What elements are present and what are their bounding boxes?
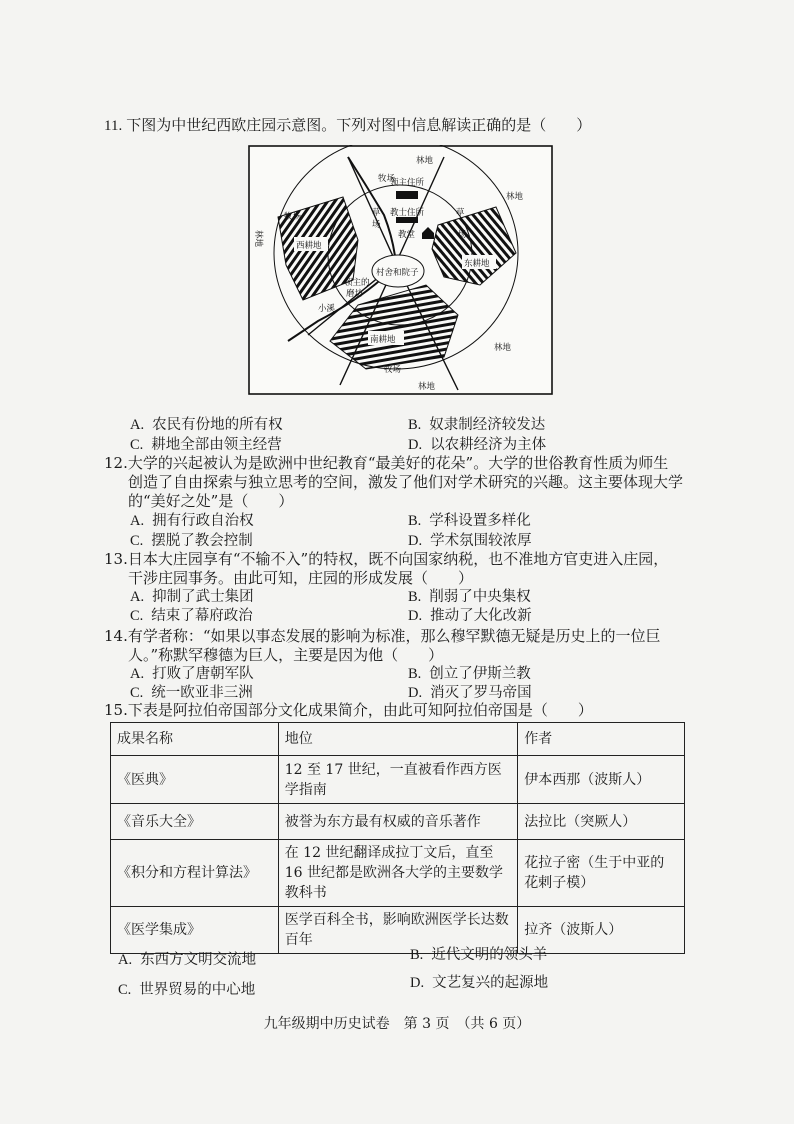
question-12-line-3: 的“美好之处”是（ ） <box>128 492 294 510</box>
table-cell: 花拉子密（生于中亚的花剌子模） <box>518 840 685 907</box>
label-stream: 小溪 <box>318 304 336 314</box>
table-cell: 被誉为东方最有权威的音乐著作 <box>278 804 518 840</box>
manor-map <box>248 145 553 395</box>
label-church: 教堂 <box>398 230 416 240</box>
label-forest-bottom: 林地 <box>418 382 436 392</box>
label-mill-2: 磨坊 <box>346 289 364 299</box>
question-15-stem: 15.下表是阿拉伯帝国部分文化成果简介，由此可知阿拉伯帝国是（ ） <box>104 701 593 719</box>
q14-option-d[interactable]: D. 消灭了罗马帝国 <box>408 685 532 701</box>
label-forest-lower-right: 林地 <box>494 343 512 353</box>
table-cell: 医学百科全书，影响欧洲医学长达数百年 <box>278 907 518 954</box>
table-row <box>111 804 685 840</box>
table-cell: 《医典》 <box>111 756 279 804</box>
label-pasture-top: 牧场 <box>378 174 396 184</box>
culture-table <box>110 722 685 954</box>
q12-option-a[interactable]: A. 拥有行政自治权 <box>130 513 254 529</box>
label-south-field: 南耕地 <box>370 335 396 345</box>
label-village: 村舍和院子 <box>376 268 419 278</box>
table-cell: 《音乐大全》 <box>111 804 279 840</box>
question-text: 下图为中世纪西欧庄园示意图。下列对图中信息解读正确的是（ ） <box>126 116 592 134</box>
label-meadow-left-2: 场 <box>372 220 381 230</box>
question-14-line-2: 人。”称默罕穆德为巨人，主要是因为他（ ） <box>128 646 444 664</box>
label-west-field: 西耕地 <box>296 241 322 251</box>
label-mill-1: 领主的 <box>344 278 370 288</box>
label-meadow-right-2: 场 <box>458 230 467 240</box>
table-cell: 12 至 17 世纪，一直被看作西方医学指南 <box>278 756 518 804</box>
table-cell: 《医学集成》 <box>111 907 279 954</box>
label-forest-right: 林地 <box>506 192 524 202</box>
q14-option-a[interactable]: A. 打败了唐朝军队 <box>130 666 254 682</box>
q14-option-c[interactable]: C. 统一欧亚非三洲 <box>130 685 253 701</box>
table-header-cell: 作者 <box>518 723 685 756</box>
question-number: 11. <box>104 118 123 134</box>
q15-option-c[interactable]: C. 世界贸易的中心地 <box>118 982 256 998</box>
question-11-stem <box>104 115 591 137</box>
q11-option-d[interactable]: D. 以农耕经济为主体 <box>408 437 547 453</box>
label-pasture-bottom: 牧场 <box>384 365 402 375</box>
lord-house-mark <box>396 191 418 199</box>
table-header-cell: 成果名称 <box>111 723 279 756</box>
q12-option-d[interactable]: D. 学术氛围较浓厚 <box>408 533 532 549</box>
label-forest-top: 林地 <box>416 156 434 166</box>
q15-option-b[interactable]: B. 近代文明的领头羊 <box>410 947 548 963</box>
label-pasture-left: 牧场 <box>284 212 302 222</box>
label-east-field: 东耕地 <box>464 259 490 269</box>
question-13-line-2: 干涉庄园事务。由此可知，庄园的形成发展（ ） <box>128 569 474 587</box>
table-cell: 在 12 世纪翻译成拉丁文后，直至 16 世纪都是欧洲各大学的主要数学教科书 <box>278 840 518 907</box>
q12-option-c[interactable]: C. 摆脱了教会控制 <box>130 533 253 549</box>
question-12-line-2: 创造了自由探索与独立思考的空间，激发了他们对学术研究的兴趣。这主要体现大学 <box>128 473 684 491</box>
q13-option-b[interactable]: B. 削弱了中央集权 <box>408 589 531 605</box>
table-cell: 法拉比（突厥人） <box>518 804 685 840</box>
question-14-line-1: 14.有学者称：“如果以事态发展的影响为标准，那么穆罕默德无疑是历史上的一位巨 <box>104 627 661 645</box>
table-row <box>111 907 685 954</box>
q11-option-c[interactable]: C. 耕地全部由领主经营 <box>130 437 282 453</box>
q11-option-a[interactable]: A. 农民有份地的所有权 <box>130 417 283 433</box>
q13-option-a[interactable]: A. 抑制了武士集团 <box>130 589 254 605</box>
table-cell: 伊本西那（波斯人） <box>518 756 685 804</box>
label-priest-house: 教士住所 <box>390 208 425 218</box>
table-header-row <box>111 723 685 756</box>
q11-option-b[interactable]: B. 奴隶制经济较发达 <box>408 417 546 433</box>
label-lord-house: 领主住所 <box>390 178 425 188</box>
q13-option-d[interactable]: D. 推动了大化改新 <box>408 608 532 624</box>
q15-option-d[interactable]: D. 文艺复兴的起源地 <box>410 975 549 991</box>
table-cell: 《积分和方程计算法》 <box>111 840 279 907</box>
page-footer: 九年级期中历史试卷 第 3 页 （共 6 页） <box>263 1016 531 1032</box>
table-header-cell: 地位 <box>278 723 518 756</box>
table-row <box>111 756 685 804</box>
table-row <box>111 840 685 907</box>
question-13-line-1: 13.日本大庄园享有“不输不入”的特权，既不向国家纳税，也不准地方官吏进入庄园， <box>104 550 669 568</box>
label-forest-left: 林地 <box>253 230 263 248</box>
q13-option-c[interactable]: C. 结束了幕府政治 <box>130 608 253 624</box>
q12-option-b[interactable]: B. 学科设置多样化 <box>408 513 531 529</box>
table-cell: 拉齐（波斯人） <box>518 907 685 954</box>
label-meadow-right-1: 草 <box>456 208 465 218</box>
question-12-line-1: 12.大学的兴起被认为是欧洲中世纪教育“最美好的花朵”。大学的世俗教育性质为师生 <box>104 454 669 472</box>
q15-option-a[interactable]: A. 东西方文明交流地 <box>118 952 257 968</box>
q14-option-b[interactable]: B. 创立了伊斯兰教 <box>408 666 531 682</box>
label-meadow-left-1: 草 <box>372 208 381 218</box>
